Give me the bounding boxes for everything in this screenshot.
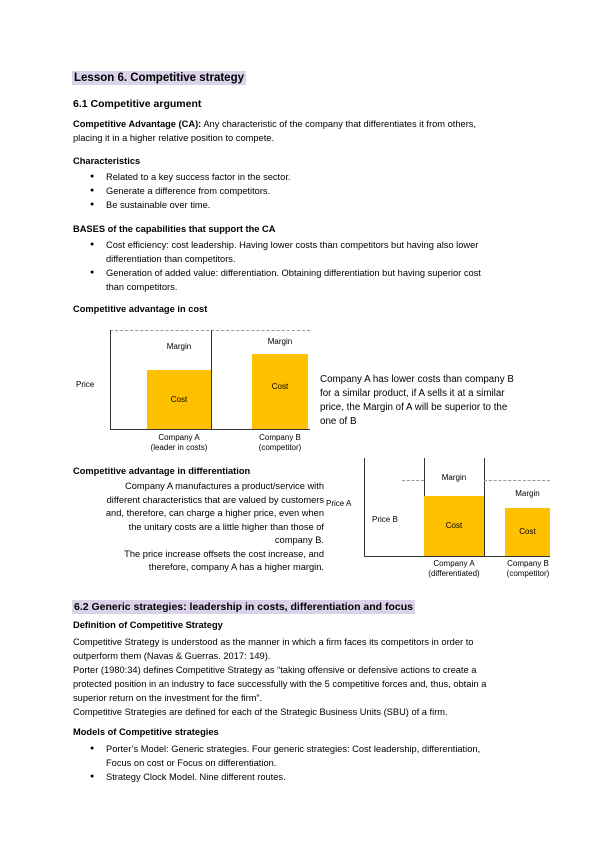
bar-a-right [211, 330, 212, 430]
axis-left [364, 458, 365, 556]
diff-text-line: different characteristics that are valued by customers [106, 494, 324, 505]
base-line [110, 429, 310, 430]
price-b-label: Price B [372, 515, 398, 524]
list-item [86, 238, 526, 266]
differentiation-explanation [80, 480, 324, 575]
list-item: ● Be sustainable over time. [86, 198, 506, 212]
definition-line: superior return on the investment for the firm”. [73, 693, 263, 703]
company-b-name: Company B [259, 433, 301, 442]
cost-advantage-title: Competitive advantage in cost [73, 304, 208, 314]
models-item-2-line-1: ● Strategy Clock Model. Nine different routes. [106, 772, 286, 782]
company-b-desc: (competitor) [258, 443, 302, 452]
diff-text-line: The price increase offsets the cost increase, and [124, 548, 324, 559]
cost-a: Cost [147, 370, 211, 429]
company-a-name: Company A [158, 433, 200, 442]
list-item [86, 266, 526, 294]
differentiation-advantage-title: Competitive advantage in differentiation [73, 466, 251, 476]
company-a-name: Company A [433, 559, 475, 568]
bases-item-1-line-1: ● Cost efficiency: cost leadership. Having lower costs than competitors but having also lower [106, 240, 479, 250]
margin-b: Margin [515, 489, 540, 498]
bar-a-right [484, 458, 485, 556]
price-a-label: Price A [326, 499, 352, 508]
characteristics-title: Characteristics [73, 156, 141, 166]
margin-a: Margin [441, 473, 467, 482]
list-item [86, 742, 526, 770]
cost-b: Cost [252, 354, 308, 429]
diff-text-line: Company A manufactures a product/service with [125, 481, 324, 491]
definition-line: Porter (1980:34) defines Competitive Strategy as “taking offensive or defensive actions to create a [73, 665, 477, 675]
characteristics-list [86, 170, 506, 212]
cost-a: Cost [424, 496, 484, 556]
price-line [110, 330, 310, 331]
ca-def-line-2: placing it in a higher relative position to compete. [73, 133, 275, 143]
bases-item-1-line-2: differentiation than competitors. [106, 254, 236, 264]
bases-list [86, 238, 526, 294]
cost-text-line: price, the Margin of A will be superior to the [320, 402, 508, 413]
company-a-desc: (differentiated) [428, 569, 480, 578]
diff-text-line: the unitary costs are a little higher than those of [128, 521, 324, 532]
definition-line: outperform them (Navas & Guerras. 2017: 149). [73, 651, 271, 661]
definition-line: Competitive Strategy is understood as the manner in which a firm faces its competitors in order to [73, 637, 474, 647]
ca-definition [73, 117, 533, 145]
company-b-name: Company B [507, 559, 549, 568]
section-6-1-title: 6.1 Competitive argument [73, 98, 202, 110]
company-b-label [242, 433, 318, 453]
price-label: Price [76, 380, 95, 389]
ca-def-line-1: Any characteristic of the company that differentiates it from others, [201, 119, 477, 129]
definition-title: Definition of Competitive Strategy [73, 620, 223, 630]
company-a-label [420, 559, 488, 579]
price-a-line-right [484, 480, 550, 481]
axis-left [110, 330, 111, 430]
models-title: Models of Competitive strategies [73, 727, 219, 737]
cost-explanation [320, 373, 530, 429]
definition-text [73, 635, 543, 719]
company-b-desc: (competitor) [506, 569, 550, 578]
definition-line: Competitive Strategies are defined for each of the Strategic Business Units (SBU) of a firm. [73, 707, 448, 717]
company-b-label [502, 559, 554, 579]
cost-text-line: one of B [320, 416, 357, 427]
diff-text-line: and, therefore, can charge a higher price, even when [105, 508, 324, 518]
differentiation-diagram [326, 458, 556, 584]
price-a-line [402, 480, 424, 481]
bases-title: BASES of the capabilities that support the CA [73, 224, 276, 234]
company-a-desc: (leader in costs) [150, 443, 208, 452]
definition-line: protected position in an industry to face successfully with the 5 competitive forces and, thus, obtain a [73, 679, 487, 689]
cost-diagram [70, 322, 320, 462]
diff-text-line: company B. [274, 535, 324, 545]
cost-text-line: for a similar product, if A sells it at a similar [320, 388, 505, 399]
company-a-label [138, 433, 220, 453]
models-item-1-line-2: Focus on cost or Focus on differentiation. [106, 758, 277, 768]
models-list [86, 742, 526, 784]
base-line [364, 556, 550, 557]
diff-text-line: therefore, company A has a higher margin. [148, 562, 324, 572]
lesson-title: Lesson 6. Competitive strategy [74, 72, 244, 84]
cost-b: Cost [505, 508, 550, 556]
bases-item-2-line-1: ● Generation of added value: differentiation. Obtaining differentiation but having superior cost [106, 268, 481, 278]
bases-item-2-line-2: than competitors. [106, 282, 178, 292]
section-6-2-title: 6.2 Generic strategies: leadership in costs, differentiation and focus [74, 601, 414, 613]
list-item: ● Generate a difference from competitors. [86, 184, 506, 198]
margin-b: Margin [267, 337, 293, 346]
list-item: ● Related to a key success factor in the sector. [86, 170, 506, 184]
cost-text-line: Company A has lower costs than company B [320, 374, 514, 385]
models-item-1-line-1: ● Porter’s Model: Generic strategies. Four generic strategies: Cost leadership, differentiation, [106, 744, 481, 754]
list-item [86, 770, 526, 784]
ca-term: Competitive Advantage (CA): [73, 119, 202, 129]
margin-a: Margin [166, 342, 192, 351]
